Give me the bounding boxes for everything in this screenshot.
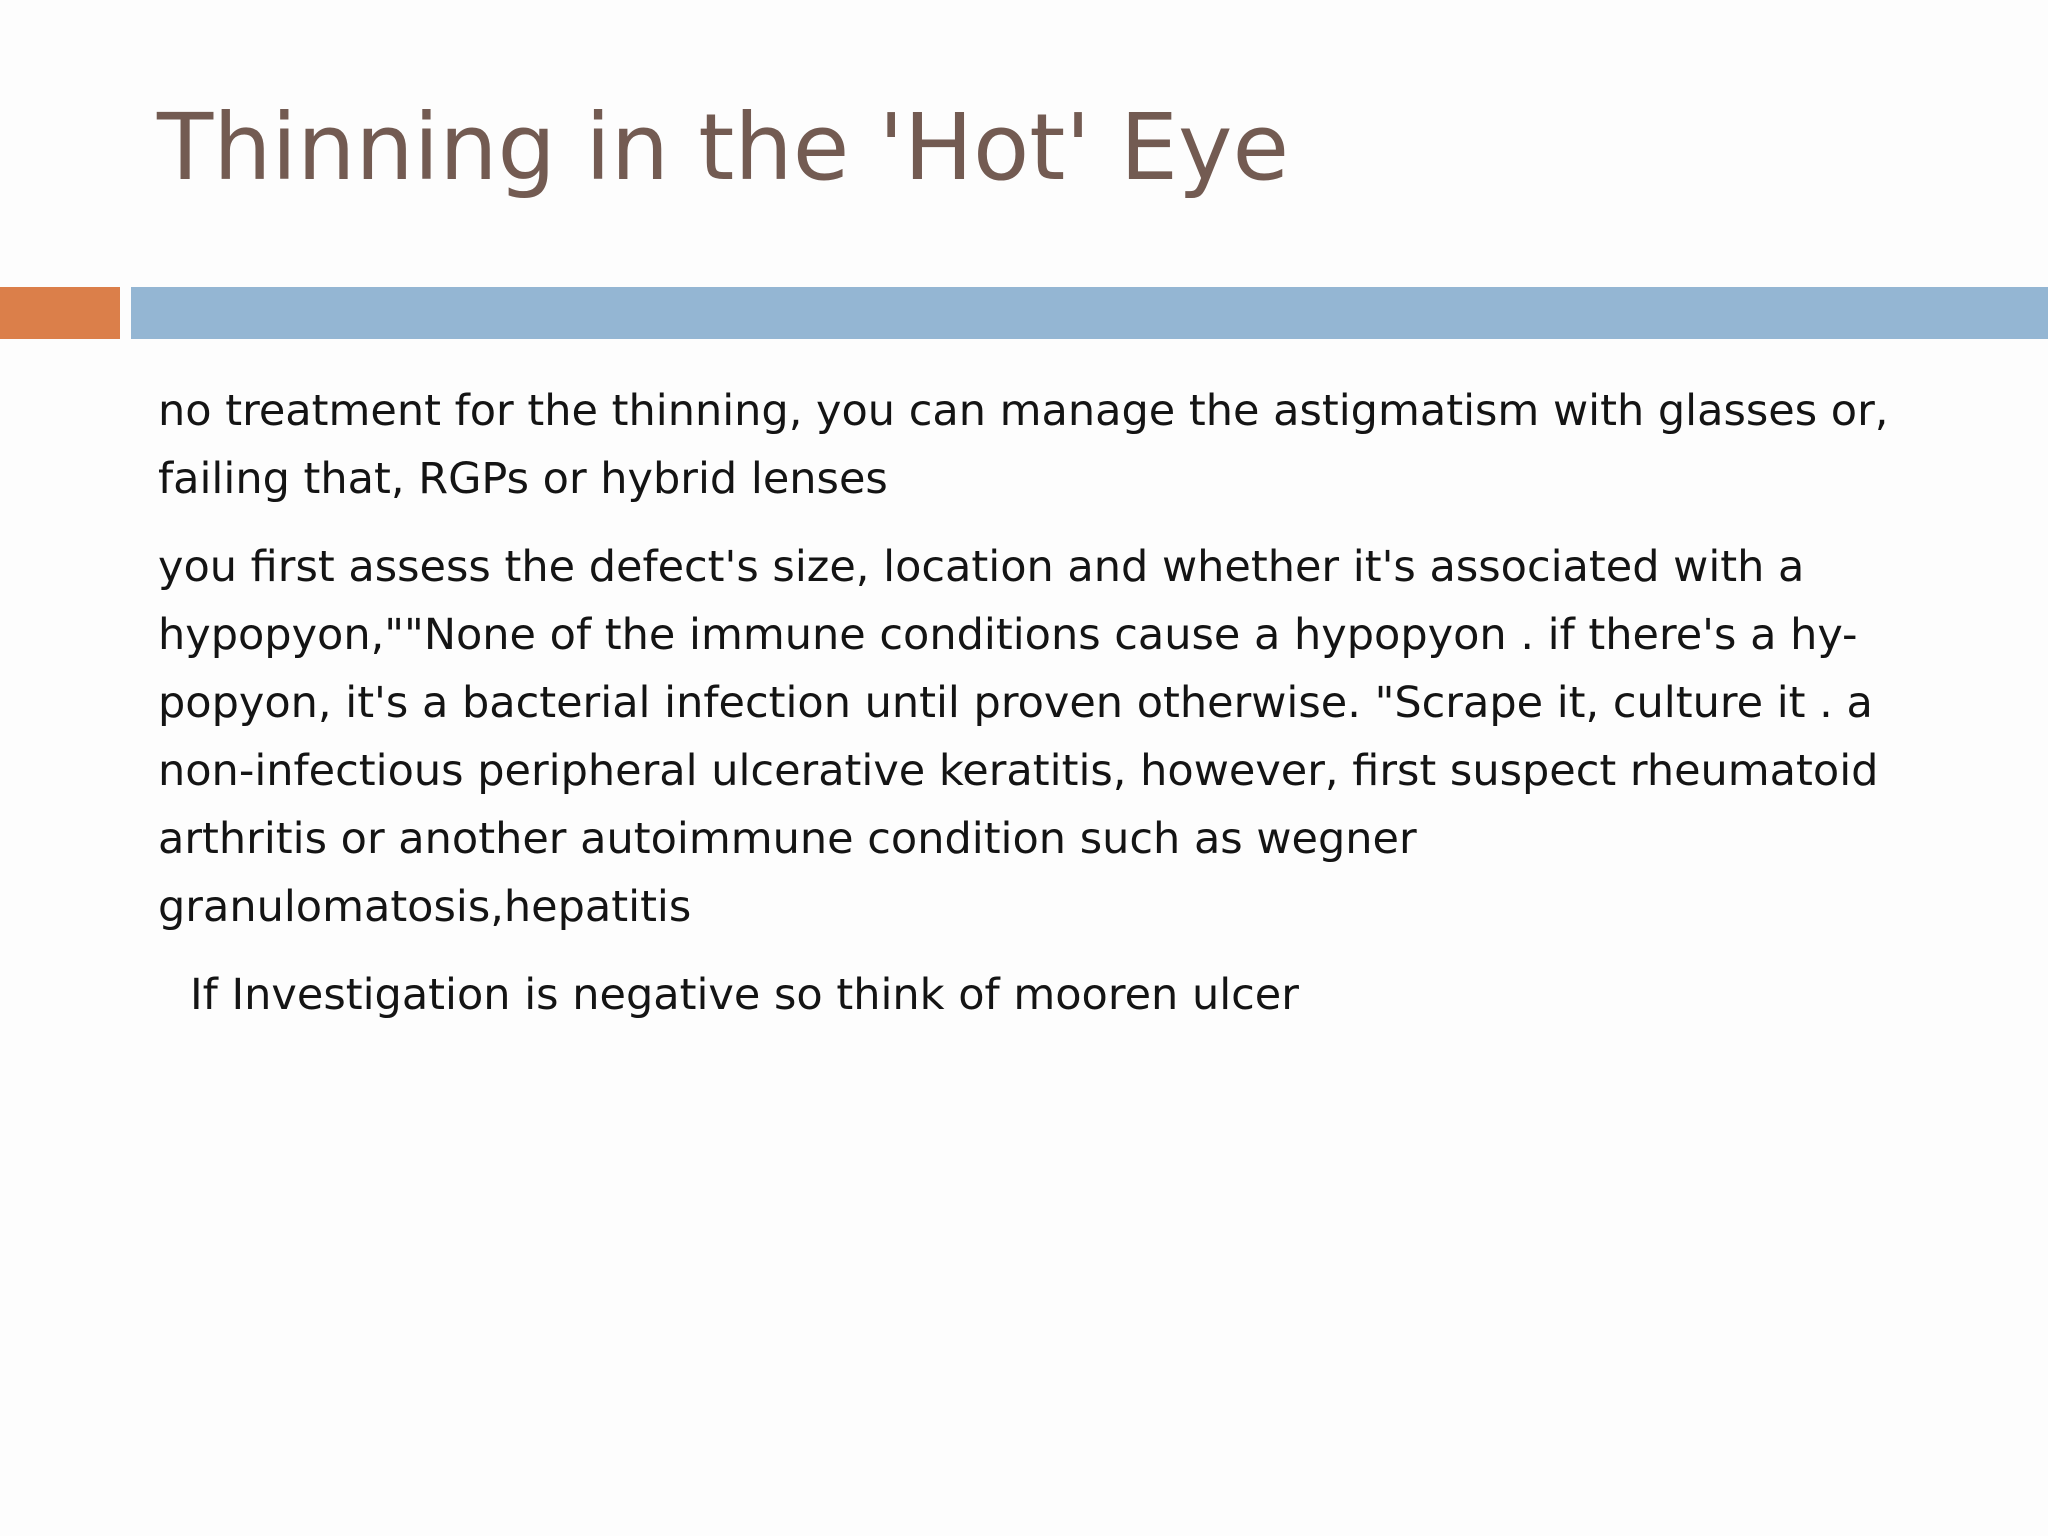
title-divider-bar xyxy=(131,287,2048,339)
slide-title: Thinning in the 'Hot' Eye xyxy=(157,94,1290,201)
paragraph-treatment: no treatment for the thinning, you can manage the astigmatism with glasses or, failing that, RGPs or hybrid lenses xyxy=(158,386,1889,504)
paragraph-assessment: you first assess the defect's size, location and whether it's associated with a hypopyon,""None of the immune conditions cause a hypopyon . if there's a hy-popyon, it's a bacterial infection until proven otherwise. "Scrape it, culture it . a non-infectious peripheral ulcerative keratitis, however, first suspect rheumatoid arthritis or another autoimmune condition such as wegner granulomatosis,hepatitis xyxy=(158,542,1879,932)
accent-bar xyxy=(0,287,120,339)
paragraph-investigation: If Investigation is negative so think of mooren ulcer xyxy=(190,970,1299,1020)
slide-body xyxy=(158,377,1928,1049)
